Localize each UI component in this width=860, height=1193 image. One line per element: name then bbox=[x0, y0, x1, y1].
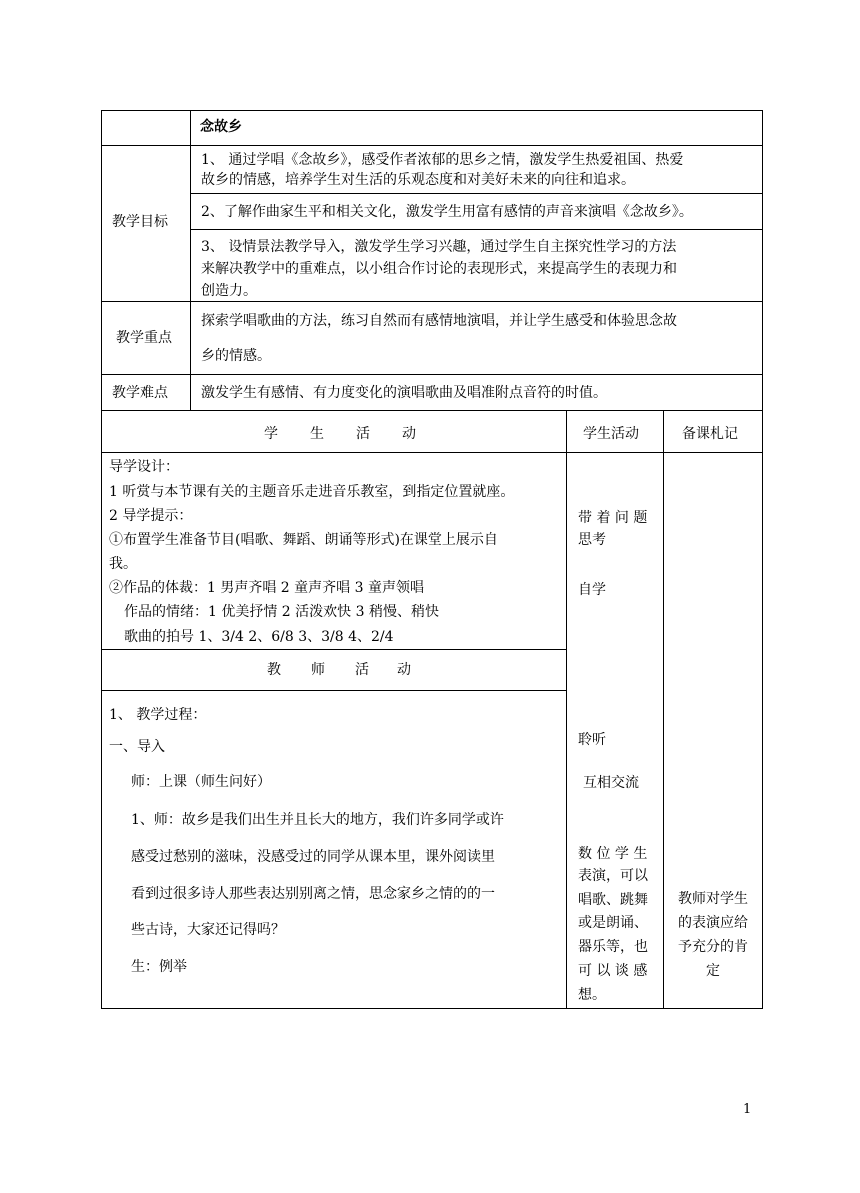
key-points-line-2: 乡的情感。 bbox=[201, 348, 271, 364]
objectives-label: 教学目标 bbox=[112, 214, 168, 230]
student-perf-2: 表演，可以 bbox=[578, 868, 648, 884]
objective-2: 2、了解作曲家生平和相关文化，激发学生用富有感情的声音来演唱《念故乡》。 bbox=[201, 204, 693, 220]
notes-line-4: 定 bbox=[706, 963, 720, 979]
student-listen: 聆听 bbox=[578, 732, 606, 748]
objective-3-line-3: 创造力。 bbox=[201, 283, 257, 299]
process-line-2: 一、导入 bbox=[109, 739, 165, 755]
process-line-8: 生：例举 bbox=[131, 959, 187, 975]
student-activity-header: 学生活动 bbox=[583, 426, 639, 442]
key-points-label: 教学重点 bbox=[116, 330, 172, 346]
header-char-2: 生 bbox=[310, 426, 324, 442]
objective-1-line-2: 故乡的情感，培养学生对生活的乐观态度和对美好未来的向往和追求。 bbox=[201, 172, 635, 188]
process-line-4: 1、师：故乡是我们出生并且长大的地方，我们许多同学或许 bbox=[131, 812, 504, 828]
student-perf-4: 或是朗诵、 bbox=[578, 915, 648, 931]
guide-line-3: 2 导学提示： bbox=[109, 508, 193, 524]
guide-line-1: 导学设计： bbox=[109, 459, 179, 475]
notes-line-1: 教师对学生 bbox=[678, 891, 748, 907]
objective-3-line-1: 3、 设情景法教学导入，激发学生学习兴趣，通过学生自主探究性学习的方法 bbox=[201, 239, 677, 255]
page-number: 1 bbox=[743, 1102, 752, 1117]
lesson-title: 念故乡 bbox=[200, 119, 242, 135]
guide-line-7: 作品的情绪：1 优美抒情 2 活泼欢快 3 稍慢、稍快 bbox=[124, 604, 439, 620]
student-perf-1: 数 位 学 生 bbox=[578, 846, 648, 862]
key-points-line-1: 探索学唱歌曲的方法，练习自然而有感情地演唱，并让学生感受和体验思念故 bbox=[201, 313, 677, 329]
notes-header: 备课札记 bbox=[682, 426, 738, 442]
guide-line-8: 歌曲的拍号 1、3/4 2、6/8 3、3/8 4、2/4 bbox=[124, 629, 394, 645]
student-self-study: 自学 bbox=[578, 582, 606, 598]
difficulties-label: 教学难点 bbox=[112, 385, 168, 401]
header-char-4: 动 bbox=[402, 426, 416, 442]
student-question-2: 思考 bbox=[578, 532, 606, 548]
teacher-header-char-3: 活 bbox=[355, 662, 369, 678]
student-perf-5: 器乐等，也 bbox=[578, 939, 648, 955]
student-question-1: 带 着 问 题 bbox=[578, 510, 648, 526]
student-exchange: 互相交流 bbox=[583, 775, 639, 791]
process-line-5: 感受过愁别的滋味，没感受过的同学从课本里，课外阅读里 bbox=[131, 849, 495, 865]
guide-line-2: 1 听赏与本节课有关的主题音乐走进音乐教室，到指定位置就座。 bbox=[109, 484, 515, 500]
guide-line-4: ①布置学生准备节目(唱歌、舞蹈、朗诵等形式)在课堂上展示自 bbox=[109, 532, 498, 548]
objective-1-line-1: 1、 通过学唱《念故乡》，感受作者浓郁的思乡之情，激发学生热爱祖国、热爱 bbox=[201, 152, 684, 168]
guide-line-5: 我。 bbox=[109, 556, 137, 572]
process-line-1: 1、 教学过程： bbox=[109, 707, 207, 723]
teacher-header-char-4: 动 bbox=[397, 662, 411, 678]
notes-line-2: 的表演应给 bbox=[678, 915, 748, 931]
objective-3-line-2: 来解决教学中的重难点，以小组合作讨论的表现形式，来提高学生的表现力和 bbox=[201, 261, 677, 277]
process-line-6: 看到过很多诗人那些表达别别离之情，思念家乡之情的的一 bbox=[131, 886, 495, 902]
guide-line-6: ②作品的体裁：1 男声齐唱 2 童声齐唱 3 童声领唱 bbox=[109, 580, 424, 596]
process-line-7: 些古诗，大家还记得吗？ bbox=[131, 922, 285, 938]
header-char-1: 学 bbox=[264, 426, 278, 442]
student-perf-7: 想。 bbox=[578, 987, 606, 1003]
student-perf-6: 可 以 谈 感 bbox=[578, 963, 648, 979]
header-char-3: 活 bbox=[356, 426, 370, 442]
student-perf-3: 唱歌、跳舞 bbox=[578, 892, 648, 908]
teacher-header-char-2: 师 bbox=[311, 662, 325, 678]
difficulties-text: 激发学生有感情、有力度变化的演唱歌曲及唱准附点音符的时值。 bbox=[201, 385, 607, 401]
teacher-header-char-1: 教 bbox=[267, 662, 281, 678]
notes-line-3: 予充分的肯 bbox=[678, 939, 748, 955]
process-line-3: 师：上课（师生问好） bbox=[131, 774, 271, 790]
